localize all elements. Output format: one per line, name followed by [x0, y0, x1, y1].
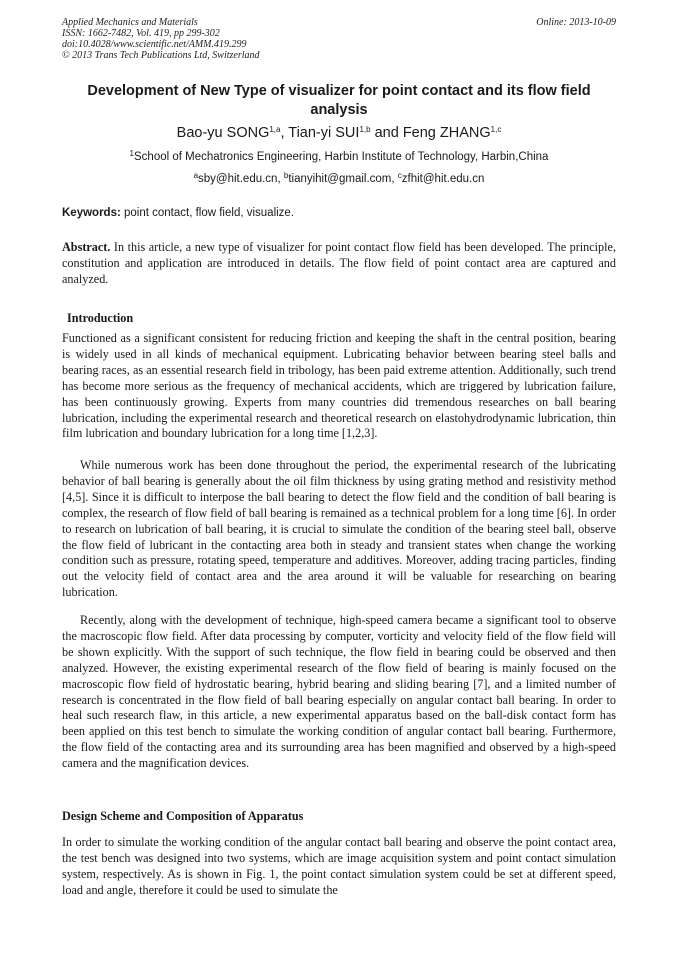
- design-paragraph-1: In order to simulate the working condition of the angular contact ball bearing and observe the point contact area, the test bench was designed into two systems, which are image acquisition system and point contact simulation system, respectively. As is shown in Fig. 1, the point contact simulation system could be set at different speed, load and angle, therefore it could be used to simulate the: [62, 835, 616, 897]
- online-date: Online: 2013-10-09: [536, 17, 616, 28]
- intro-paragraph-2: While numerous work has been done throughout the period, the experimental research of the lubricating behavior of ball bearing is generally about the oil film thickness by using grating method and resistivity method [4,5]. Since it is difficult to interpose the ball bearing to detect the flow field and the condition of ball bearing is complex, the research of flow field of ball bearing is remained as a technical problem for a long time [6]. In order to research on lubrication of ball bearing, it is crucial to simulate the condition of the bearing steel ball, observe the flow field of lubricant in the contacting area both in steady and transient states when change the working condition such as pressure, rotating speed, temperature and additives. Moreover, adding tracing particles, finding out the velocity field of contact area and the area around it will be valuable for researching on bearing lubrication.: [62, 458, 616, 600]
- copyright-line: © 2013 Trans Tech Publications Ltd, Switzerland: [62, 50, 260, 61]
- abstract-label: Abstract.: [62, 240, 111, 254]
- journal-header: [62, 17, 616, 61]
- email-separator: ,: [277, 173, 284, 185]
- author-name: Bao-yu SONG: [176, 125, 270, 141]
- author-superscript: 1,b: [359, 125, 371, 134]
- email-superscript: b: [283, 171, 289, 180]
- intro-paragraph-3: Recently, along with the development of technique, high-speed camera became a significant tool to observe the macroscopic flow field. After data processing by computer, vorticity and velocity field of the flow field will be shown explicitly. With the support of such technique, the flow field in bearing could be observed and then analyzed. However, the existing experimental research of the flow field of bearing is mainly focused on the macroscopic flow field of hydrostatic bearing, hybrid bearing and sliding bearing [7], and a limited number of research is concentrated in the flow field of ball bearing especially on angular contact ball bearing. In order to heal such research flaw, in this article, a new experimental apparatus based on the ball-disk contact form has been applied on this test bench to simulate the working condition of angular contact ball bearing. Furthermore, the flow field of the contacting area and its surrounding area has been magnified and observed by a high-speed camera and the magnification devices.: [62, 613, 616, 771]
- email-list: [62, 171, 616, 187]
- journal-name: Applied Mechanics and Materials: [62, 17, 198, 28]
- doi-line: doi:10.4028/www.scientific.net/AMM.419.299: [62, 39, 247, 50]
- email-superscript: c: [397, 171, 402, 180]
- keywords-text: point contact, flow field, visualize.: [120, 207, 295, 219]
- email-link[interactable]: zfhit@hit.edu.cn: [401, 173, 485, 185]
- author-separator: and: [370, 125, 403, 141]
- intro-paragraph-1: Functioned as a significant consistent for reducing friction and keeping the shaft in the central position, bearing is widely used in all kinds of mechanical equipment. Lubricating behavior between bearing steel balls and bearing races, as an essential research field in tribology, has been paid extreme attention. Additionally, such trend has become more serious as the frequency of mechanical accidents, which are triggered by lubrication failure, has been continuously growing. Experts from many countries did tremendous researches on ball bearing lubrication, including the experimental research and theoretical research on elastohydrodynamic lubrication, thin film lubrication and boundary lubrication for a long time [1,2,3].: [62, 331, 616, 441]
- author-separator: ,: [280, 125, 289, 141]
- abstract: [62, 240, 616, 288]
- keywords-label: Keywords:: [62, 207, 121, 219]
- author-superscript: 1,c: [490, 125, 502, 134]
- section-heading-introduction: Introduction: [67, 311, 134, 325]
- email-superscript: a: [193, 171, 199, 180]
- email-separator: ,: [391, 173, 398, 185]
- author-name: Tian-yi SUI: [288, 125, 360, 141]
- keywords: [62, 206, 616, 221]
- author-superscript: 1,a: [269, 125, 281, 134]
- affiliation-text: School of Mechatronics Engineering, Harbin Institute of Technology, Harbin,China: [134, 151, 549, 163]
- issn-line: ISSN: 1662-7482, Vol. 419, pp 299-302: [62, 28, 220, 39]
- author-name: Feng ZHANG: [402, 125, 491, 141]
- email-link[interactable]: sby@hit.edu.cn: [198, 173, 278, 185]
- abstract-text: In this article, a new type of visualizer for point contact flow field has been developed. The principle, constitution and application are introduced in details. The flow field of point contact area are captured and analyzed.: [62, 240, 616, 286]
- paper-title: Development of New Type of visualizer for point contact and its flow field analysis: [87, 83, 591, 118]
- affiliation: [62, 149, 616, 165]
- author-list: [62, 124, 616, 142]
- affiliation-superscript: 1: [129, 149, 134, 158]
- email-link[interactable]: tianyihit@gmail.com: [288, 173, 392, 185]
- section-heading-design: Design Scheme and Composition of Apparatus: [62, 809, 304, 823]
